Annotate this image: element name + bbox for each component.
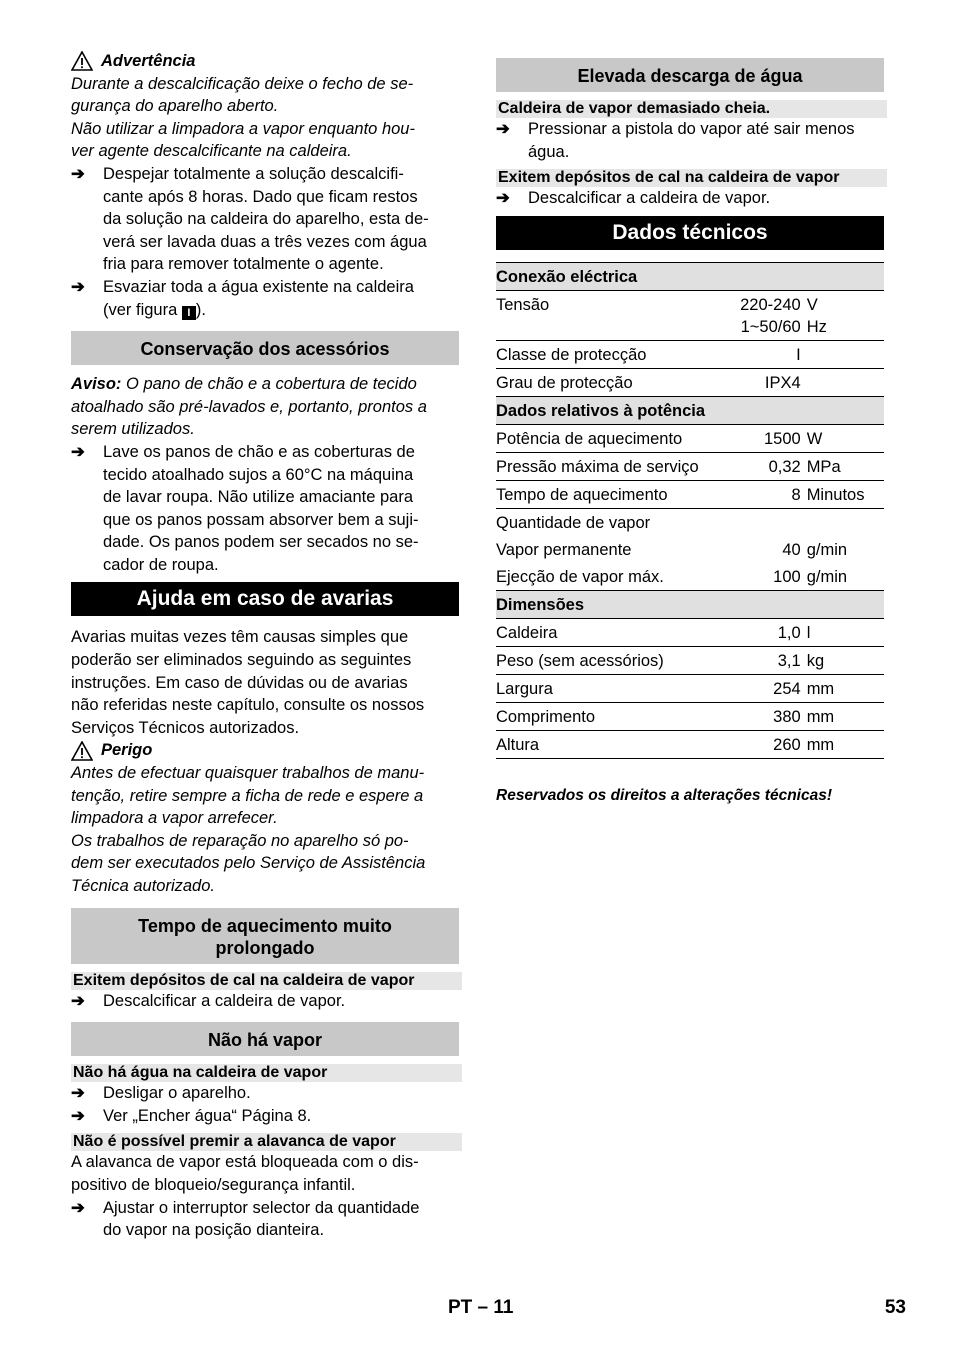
danger-heading: Perigo	[71, 739, 459, 762]
arrow-right-icon: ➔	[71, 1106, 85, 1125]
arrow-right-icon: ➔	[496, 120, 510, 138]
subsection-heading: Não há água na caldeira de vapor	[71, 1064, 462, 1082]
page-footer	[0, 1297, 954, 1323]
subsection-heading: Não é possível premir a alavanca de vapor	[71, 1133, 462, 1151]
paragraph: A alavanca de vapor está bloqueada com o dis- positivo de bloqueio/segurança infantil.	[71, 1153, 419, 1194]
paragraph: Avarias muitas vezes têm causas simples que poderão ser eliminados seguindo as seguintes instruções. Em caso de dúvidas ou de avarias não referidas neste capítulo, consulte os nossos Serviços Técnicos autorizados.	[71, 628, 425, 737]
list-item: ➔ Ajustar o interruptor selector da quantidade do vapor na posição dianteira.	[71, 1197, 459, 1242]
figure-reference-badge: I	[182, 306, 196, 320]
page-number: 53	[884, 1297, 906, 1318]
technical-data-table	[496, 262, 884, 759]
table-row: Vapor permanente 40 g/min	[496, 540, 848, 559]
list-item: ➔ Descalcificar a caldeira de vapor.	[496, 187, 884, 210]
subsection-heading: Exitem depósitos de cal na caldeira de vapor	[71, 972, 462, 990]
warning-text: Durante a descalcificação deixe o fecho de se- gurança do aparelho aberto. Não utilizar a limpadora a vapor enquanto hou- ver agente descalcificante na caldeira.	[71, 74, 415, 161]
table-row: Pressão máxima de serviço 0,32 MPa	[496, 452, 884, 480]
subsection-heading: Caldeira de vapor demasiado cheia.	[496, 100, 887, 118]
table-section-row: Conexão eléctrica	[496, 262, 884, 290]
table-section-row: Dimensões	[496, 590, 884, 618]
list-item: ➔ Pressionar a pistola do vapor até sair menos água.	[496, 118, 884, 163]
arrow-right-icon: ➔	[71, 164, 85, 183]
danger-text: Antes de efectuar quaisquer trabalhos de manu- tenção, retire sempre a ficha de rede e espere a limpadora a vapor arrefecer. Os trabalhos de reparação no aparelho só po- dem ser executados pelo Serviço de Assistência Técnica autorizado.	[71, 764, 426, 895]
arrow-right-icon: ➔	[71, 1084, 85, 1103]
list-item: ➔ Desligar o aparelho.	[71, 1082, 459, 1105]
section-heading: Elevada descarga de água	[496, 58, 884, 92]
section-heading: Não há vapor	[71, 1022, 459, 1056]
rights-note: Reservados os direitos a alterações técnicas!	[496, 786, 832, 804]
list-item: ➔ Ver „Encher água“ Página 8.	[71, 1105, 459, 1128]
table-row: Tensão 220-240 1~50/60 V Hz	[496, 290, 884, 340]
section-heading: Tempo de aquecimento muito prolongado	[71, 908, 459, 964]
table-row: Ejecção de vapor máx. 100 g/min	[496, 567, 848, 586]
right-column	[496, 50, 884, 807]
table-row: Largura 254 mm	[496, 674, 884, 702]
section-heading: Conservação dos acessórios	[71, 331, 459, 365]
warning-heading: Advertência	[71, 50, 459, 73]
table-row: Grau de protecção IPX4	[496, 368, 884, 396]
warning-triangle-icon	[71, 51, 93, 71]
table-row: Classe de protecção I	[496, 340, 884, 368]
table-row: Peso (sem acessórios) 3,1 kg	[496, 646, 884, 674]
arrow-right-icon: ➔	[71, 442, 85, 461]
table-row: Altura 260 mm	[496, 730, 884, 758]
list-item: ➔ Lave os panos de chão e as coberturas de tecido atoalhado sujos a 60°C na máquina de lavar roupa. Não utilize amaciante para que os panos possam absorver bem a suji- dade. Os panos podem ser secados no se- cador de roupa.	[71, 441, 459, 577]
chapter-heading: Ajuda em caso de avarias	[71, 582, 459, 616]
table-row: Caldeira 1,0 l	[496, 618, 884, 646]
left-column	[71, 50, 459, 1242]
list-item: ➔ Despejar totalmente a solução descalcifi- cante após 8 horas. Dado que ficam restos da solução na caldeira do aparelho, esta de- verá ser lavada duas a três vezes com água fria para remover totalmente o agente.	[71, 163, 459, 276]
list-item: ➔ Descalcificar a caldeira de vapor.	[71, 990, 459, 1013]
page-label: PT – 11	[448, 1297, 514, 1318]
table-section-row: Dados relativos à potência	[496, 396, 884, 424]
arrow-right-icon: ➔	[71, 991, 85, 1010]
warning-triangle-icon	[71, 741, 93, 761]
notice-text: Aviso: O pano de chão e a cobertura de tecido atoalhado são pré-lavados e, portanto, prontos a serem utilizados.	[71, 375, 427, 439]
table-row: Tempo de aquecimento 8 Minutos	[496, 480, 884, 508]
table-row: Potência de aquecimento 1500 W	[496, 424, 884, 452]
arrow-right-icon: ➔	[71, 1198, 85, 1217]
table-row: Quantidade de vapor	[496, 508, 884, 536]
table-row: Comprimento 380 mm	[496, 702, 884, 730]
chapter-heading: Dados técnicos	[496, 216, 884, 250]
list-item: ➔ Esvaziar toda a água existente na caldeira (ver figura I ).	[71, 276, 459, 321]
arrow-right-icon: ➔	[71, 277, 85, 296]
arrow-right-icon: ➔	[496, 189, 510, 208]
subsection-heading: Exitem depósitos de cal na caldeira de vapor	[496, 169, 887, 187]
